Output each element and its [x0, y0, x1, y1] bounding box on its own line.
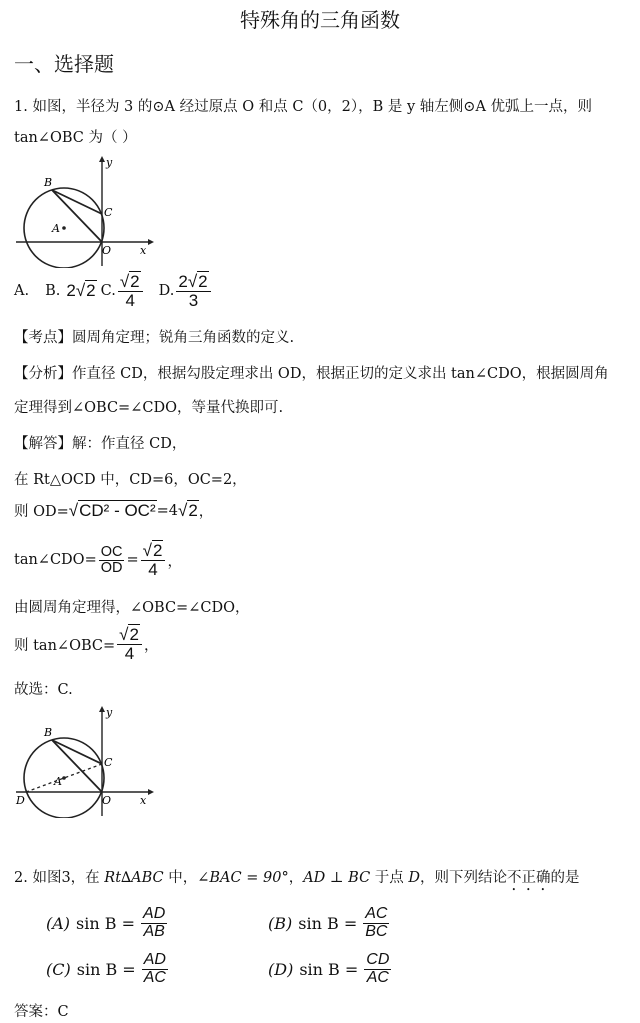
x-axis-arrow: [148, 239, 154, 245]
q2-answer: 答案：C: [14, 1004, 69, 1020]
q1-step5-end: ，: [143, 637, 159, 654]
q2-stem: 2. 如图3，在 Rt∆ABC 中，∠BAC = 90°，AD ⊥ BC 于点 D，则下列结论不正确的是: [14, 870, 580, 886]
q1-fenxi-line1: 【分析】作直径 CD，根据勾股定理求出 OD，根据正切的定义求出 tan∠CDO，根据圆周角: [14, 366, 609, 382]
page-title: 特殊角的三角函数: [240, 8, 400, 32]
q1-figure-2: [14, 702, 154, 818]
label-d: D: [16, 794, 25, 807]
q1-step2: [14, 500, 213, 521]
center-a-point: [62, 226, 66, 230]
q1-step2-eq: =4: [156, 502, 178, 519]
q1-kaodian: 【考点】圆周角定理；锐角三角函数的定义.: [14, 330, 295, 346]
q1-step5: [14, 626, 158, 663]
q1-figure-1: [14, 152, 154, 268]
q1-stem-line2: tan∠OBC 为（ ）: [14, 130, 137, 146]
label-y: y: [106, 706, 113, 719]
q1-fenxi-line2: 定理得到∠OBC=∠CDO，等量代换即可.: [14, 400, 284, 416]
q2-option-c: (C) sin B = $\frac{AD}{AC}$: [46, 951, 166, 986]
y-axis-arrow: [99, 156, 105, 162]
q1-step3-end: ，: [167, 553, 182, 570]
q2-option-a: (A) sin B = $\frac{AD}{AB}$: [46, 905, 166, 940]
q1-jieda: 【解答】解：作直径 CD，: [14, 436, 187, 452]
section-heading: 一、选择题: [14, 52, 114, 76]
x-axis-arrow: [148, 789, 154, 795]
q1-step3-prefix: tan∠CDO=: [14, 552, 97, 569]
q1-step3-frac1: $\frac{OC}{OD}$: [100, 543, 123, 576]
q1-options: [14, 273, 213, 310]
label-x: x: [140, 244, 147, 257]
q2-option-b: (B) sin B = $\frac{AC}{BC}$: [268, 905, 388, 940]
q1-step4: 由圆周角定理得，∠OBC=∠CDO，: [14, 600, 250, 616]
q1-option-a: A.: [14, 283, 30, 300]
q1-step3-frac2: $\frac{√2}{4}$: [141, 542, 166, 579]
label-b: B: [44, 726, 53, 739]
q1-option-c-label: C.: [100, 283, 116, 300]
q2-emphasis: 不正确: [507, 870, 551, 886]
label-o: O: [102, 794, 112, 807]
label-a: A: [54, 775, 62, 788]
q1-option-b-label: B.: [45, 283, 61, 300]
q2-option-d: (D) sin B = $\frac{CD}{AC}$: [268, 951, 390, 986]
q1-step5-prefix: 则 tan∠OBC=: [14, 637, 116, 654]
q1-option-d-label: D.: [158, 283, 175, 300]
q1-step2-radical: √CD² - OC²: [68, 500, 156, 520]
q1-stem-line1: 1. 如图，半径为 3 的⊙A 经过原点 O 和点 C（0，2），B 是 y 轴左侧⊙A 优弧上一点，则: [14, 99, 593, 115]
y-axis-arrow: [99, 706, 105, 712]
q1-step3-eq: =: [126, 552, 139, 569]
q1-option-d-frac: $\frac{2√2}{3}$: [176, 273, 210, 310]
label-c: C: [104, 756, 113, 769]
q1-answer: 故选：C.: [14, 682, 73, 698]
label-c: C: [104, 206, 113, 219]
q1-option-c-frac: $\frac{√2}{4}$: [118, 273, 143, 310]
q1-step2-end: ，: [198, 504, 214, 520]
label-a: A: [52, 222, 60, 235]
q1-option-b-value: 2√2: [66, 281, 96, 301]
q1-step5-frac: $\frac{√2}{4}$: [117, 626, 142, 663]
label-y: y: [106, 156, 113, 169]
q1-step3: [14, 542, 182, 579]
label-b: B: [44, 176, 53, 189]
label-o: O: [102, 244, 112, 257]
q1-step2-radical2: √2: [177, 500, 198, 520]
q1-step1: 在 Rt△OCD 中，CD=6，OC=2，: [14, 472, 247, 488]
label-x: x: [140, 794, 147, 807]
q1-step2-prefix: 则 OD=: [14, 504, 69, 520]
center-a-point: [62, 776, 66, 780]
